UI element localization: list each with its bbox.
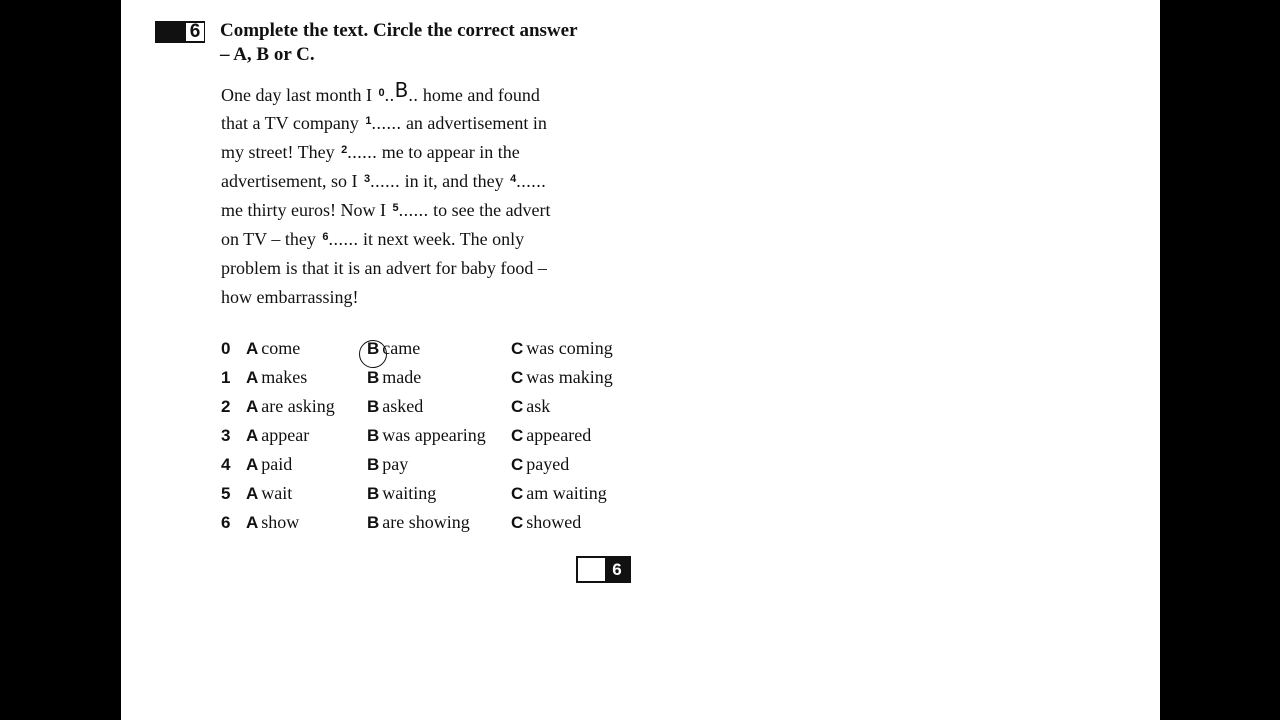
option-text: appeared <box>526 425 592 445</box>
option-letter: A <box>246 426 259 445</box>
option-text: makes <box>261 367 308 387</box>
option-c[interactable] <box>511 479 607 508</box>
question-number: 4 <box>221 455 231 474</box>
option-letter: B <box>367 368 380 387</box>
gap-dots: .. <box>384 85 395 105</box>
option-letter: B <box>367 397 380 416</box>
question-number: 0 <box>221 339 231 358</box>
option-b[interactable] <box>367 479 436 508</box>
option-text: pay <box>382 454 409 474</box>
score-box <box>576 556 631 583</box>
option-letter: C <box>511 455 524 474</box>
option-letter: C <box>511 513 524 532</box>
option-a[interactable] <box>246 363 307 392</box>
option-letter: C <box>511 368 524 387</box>
gap-dots: .. <box>408 85 419 105</box>
option-letter: A <box>246 513 259 532</box>
option-letter: C <box>511 484 524 503</box>
text-segment: advertisement, so I <box>221 171 362 191</box>
question-number: 3 <box>221 426 231 445</box>
exercise-instructions <box>220 19 578 67</box>
question-number: 5 <box>221 484 231 503</box>
option-a[interactable] <box>246 421 309 450</box>
question-number: 6 <box>221 513 231 532</box>
option-letter: B <box>367 455 380 474</box>
option-letter: A <box>246 339 259 358</box>
gap-dots: ...... <box>347 142 378 162</box>
option-row <box>221 450 661 479</box>
option-row <box>221 479 661 508</box>
option-row <box>221 421 661 450</box>
option-text: waiting <box>382 483 437 503</box>
exercise-number-box <box>185 22 205 42</box>
option-b[interactable] <box>367 508 470 537</box>
text-line <box>221 80 641 109</box>
option-text: was making <box>526 367 613 387</box>
option-a[interactable] <box>246 508 299 537</box>
option-b[interactable] <box>367 334 420 363</box>
option-text: show <box>261 512 300 532</box>
gap-number: 1 <box>365 115 372 127</box>
option-text: come <box>261 338 301 358</box>
option-a[interactable] <box>246 450 292 479</box>
option-row <box>221 392 661 421</box>
option-text: payed <box>526 454 570 474</box>
option-c[interactable] <box>511 334 613 363</box>
text-segment: how embarrassing! <box>221 287 359 307</box>
option-letter: A <box>246 484 259 503</box>
option-letter: A <box>246 397 259 416</box>
gap-number: 4 <box>510 173 517 185</box>
option-b[interactable] <box>367 392 423 421</box>
option-text: showed <box>526 512 582 532</box>
worksheet-page <box>121 0 1160 720</box>
option-letter: B <box>367 484 380 503</box>
instructions-line-1: Complete the text. Circle the correct answer <box>220 20 578 41</box>
option-c[interactable] <box>511 363 613 392</box>
option-text: wait <box>261 483 293 503</box>
option-text: am waiting <box>526 483 607 503</box>
option-a[interactable] <box>246 334 300 363</box>
text-segment: One day last month I <box>221 85 377 105</box>
option-text: are showing <box>382 512 470 532</box>
gap-number: 2 <box>341 144 348 156</box>
text-line <box>221 283 641 312</box>
option-a[interactable] <box>246 392 335 421</box>
option-letter: C <box>511 426 524 445</box>
option-text: was appearing <box>382 425 486 445</box>
option-text: ask <box>526 396 551 416</box>
option-row <box>221 508 661 537</box>
text-segment: on TV – they <box>221 229 321 249</box>
gap-dots: ...... <box>516 171 547 191</box>
option-text: asked <box>382 396 424 416</box>
score-total: 6 <box>605 558 629 581</box>
option-text: paid <box>261 454 293 474</box>
example-answer: B <box>394 78 409 102</box>
option-c[interactable] <box>511 450 569 479</box>
option-c[interactable] <box>511 421 591 450</box>
gap-dots: ...... <box>398 200 429 220</box>
text-segment: me to appear in the <box>377 142 520 162</box>
text-line <box>221 109 641 138</box>
question-number: 1 <box>221 368 231 387</box>
answer-options <box>221 334 661 537</box>
text-segment: that a TV company <box>221 113 364 133</box>
option-c[interactable] <box>511 392 550 421</box>
option-letter: C <box>511 397 524 416</box>
option-letter: A <box>246 368 259 387</box>
option-text: was coming <box>526 338 613 358</box>
text-segment: my street! They <box>221 142 340 162</box>
option-b[interactable] <box>367 421 486 450</box>
text-segment: an advertisement in <box>401 113 547 133</box>
text-segment: in it, and they <box>400 171 509 191</box>
gap-number: 3 <box>363 173 371 185</box>
option-letter: A <box>246 455 259 474</box>
exercise-number: 6 <box>189 21 201 42</box>
option-text: made <box>382 367 422 387</box>
option-text: are asking <box>261 396 335 416</box>
text-line <box>221 225 641 254</box>
text-line <box>221 167 641 196</box>
option-b[interactable] <box>367 450 408 479</box>
option-text: appear <box>261 425 310 445</box>
text-line <box>221 138 641 167</box>
text-segment: to see the advert <box>428 200 551 220</box>
gap-dots: ...... <box>370 171 401 191</box>
option-a[interactable] <box>246 479 292 508</box>
text-segment: me thirty euros! Now I <box>221 200 391 220</box>
text-segment: home and found <box>418 85 540 105</box>
gap-dots: ...... <box>328 229 359 249</box>
gap-number: 5 <box>392 202 399 214</box>
gap-fill-text <box>221 80 641 312</box>
text-line <box>221 254 641 283</box>
gap-number: 0 <box>378 87 385 99</box>
question-number: 2 <box>221 397 231 416</box>
option-letter: C <box>511 339 524 358</box>
gap-dots: ...... <box>371 113 402 133</box>
option-text: came <box>382 338 421 358</box>
option-row <box>221 334 661 363</box>
text-line <box>221 196 641 225</box>
text-segment: problem is that it is an advert for baby food – <box>221 258 547 278</box>
option-letter: B <box>367 339 380 358</box>
option-letter: B <box>367 513 380 532</box>
option-row <box>221 363 661 392</box>
option-b[interactable] <box>367 363 421 392</box>
text-segment: it next week. The only <box>358 229 525 249</box>
gap-number: 6 <box>322 231 329 243</box>
instructions-line-2: – A, B or C. <box>220 44 315 65</box>
option-letter: B <box>367 426 380 445</box>
option-c[interactable] <box>511 508 581 537</box>
